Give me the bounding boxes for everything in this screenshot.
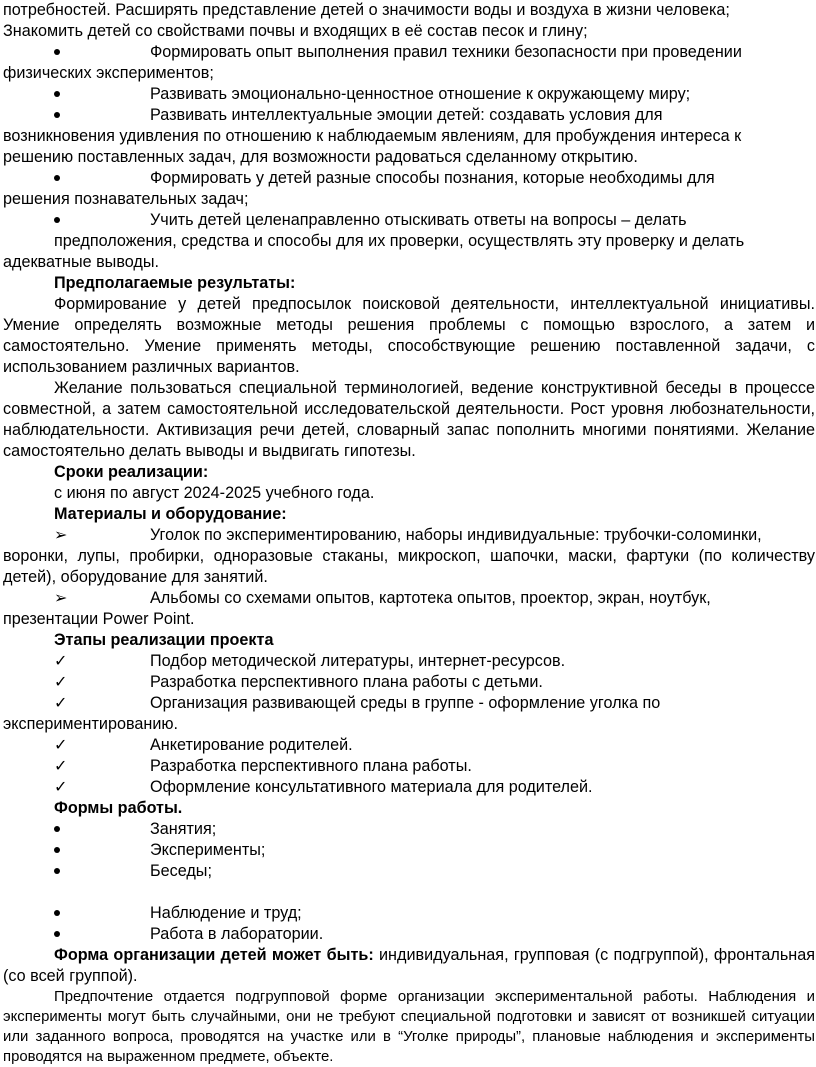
goal-cont: адекватные выводы.	[3, 253, 159, 271]
materials-cont: воронки, лупы, пробирки, одноразовые стаканы, микроскоп, шапочки, маски, фартуки (по количеству детей), оборудование для занятий.	[3, 547, 815, 586]
stage-item: ✓ Подбор методической литературы, интернет-ресурсов.	[3, 651, 815, 672]
results-paragraph: Формирование у детей предпосылок поисковой деятельности, интеллектуальной инициативы. Умение определять возможные методы решения проблемы с помощью взрослого, а затем и самостоятельно. Умение применять методы, способствующие решению поставленной задачи, с использованием различных вариантов.	[3, 295, 815, 376]
arrow-bullet-icon: ➢	[54, 589, 68, 607]
bullet-icon	[3, 924, 150, 945]
bullet-icon	[3, 210, 150, 231]
materials-heading: Материалы и оборудование:	[54, 505, 287, 523]
goal-item: Развивать интеллектуальные эмоции детей: создавать условия для	[3, 105, 815, 126]
checkmark-icon: ✓	[54, 778, 68, 796]
stage-item: ✓ Оформление консультативного материала для родителей.	[3, 777, 815, 798]
terms-heading: Сроки реализации:	[54, 463, 209, 481]
organization-text: индивидуальная, групповая (с подгруппой), фронтальная (со всей группой).	[3, 946, 815, 985]
bullet-icon	[3, 861, 150, 882]
intro-line-2: Знакомить детей со свойствами почвы и входящих в её состав песок и глину;	[3, 22, 588, 40]
form-item: Эксперименты;	[3, 840, 815, 861]
preference-paragraph: Предпочтение отдается подгрупповой форме организации экспериментальной работы. Наблюдения и эксперименты могут быть случайными, они не требуют специальной подготовки и зависят от возникшей ситуации или заданного вопроса, проводятся на участке или в “Уголке природы”, плановые наблюдения и эксперименты проводятся на выраженном предмете, объекте.	[3, 989, 815, 1065]
goal-item: Развивать эмоционально-ценностное отношение к окружающему миру;	[3, 84, 815, 105]
form-item: Наблюдение и труд;	[3, 903, 815, 924]
stage-cont: экспериментированию.	[3, 715, 179, 733]
blank-line	[3, 882, 815, 903]
bullet-icon	[3, 903, 150, 924]
results-heading: Предполагаемые результаты:	[54, 274, 296, 292]
checkmark-icon: ✓	[54, 652, 68, 670]
stage-item: ✓ Анкетирование родителей.	[3, 735, 815, 756]
forms-heading: Формы работы.	[54, 799, 183, 817]
goal-cont: физических экспериментов;	[3, 64, 214, 82]
goal-cont: решения познавательных задач;	[3, 190, 249, 208]
bullet-icon	[3, 105, 150, 126]
goal-item: Формировать у детей разные способы познания, которые необходимы для	[3, 168, 815, 189]
form-item: Работа в лаборатории.	[3, 924, 815, 945]
checkmark-icon: ✓	[54, 736, 68, 754]
bullet-icon	[3, 819, 150, 840]
stages-heading: Этапы реализации проекта	[54, 631, 274, 649]
checkmark-icon: ✓	[54, 673, 68, 691]
goal-cont: предположения, средства и способы для их проверки, осуществлять эту проверку и делать	[54, 232, 745, 250]
organization-lead: Форма организации детей может быть:	[54, 946, 374, 964]
bullet-icon	[3, 84, 150, 105]
arrow-bullet-icon: ➢	[54, 526, 68, 544]
materials-item: ➢ Уголок по экспериментированию, наборы индивидуальные: трубочки-соломинки,	[3, 525, 815, 546]
results-paragraph: Желание пользоваться специальной терминологией, ведение конструктивной беседы в процессе совместной, а затем самостоятельной исследовательской деятельности. Рост уровня любознательности, наблюдательности. Активизация речи детей, словарный запас пополнить многими понятиями. Желание самостоятельно делать выводы и выдвигать гипотезы.	[3, 379, 815, 460]
terms-text: с июня по август 2024-2025 учебного года.	[54, 484, 375, 502]
form-item: Беседы;	[3, 861, 815, 882]
materials-cont: презентации Power Point.	[3, 610, 195, 628]
bullet-icon	[3, 840, 150, 861]
goal-item: Формировать опыт выполнения правил техники безопасности при проведении	[3, 42, 815, 63]
organization-paragraph	[3, 945, 815, 987]
bullet-icon	[3, 42, 150, 63]
goal-cont: возникновения удивления по отношению к наблюдаемым явлениям, для пробуждения интереса к решению поставленных задач, для возможности радоваться сделанному открытию.	[3, 127, 742, 166]
intro-line-1: потребностей. Расширять представление детей о значимости воды и воздуха в жизни человека;	[3, 1, 730, 19]
bullet-icon	[3, 168, 150, 189]
checkmark-icon: ✓	[54, 757, 68, 775]
materials-item: ➢ Альбомы со схемами опытов, картотека опытов, проектор, экран, ноутбук,	[3, 588, 815, 609]
stage-item: ✓ Организация развивающей среды в группе - оформление уголка по	[3, 693, 815, 714]
stage-item: ✓ Разработка перспективного плана работы с детьми.	[3, 672, 815, 693]
form-item: Занятия;	[3, 819, 815, 840]
stage-item: ✓ Разработка перспективного плана работы.	[3, 756, 815, 777]
checkmark-icon: ✓	[54, 694, 68, 712]
goal-item: Учить детей целенаправленно отыскивать ответы на вопросы – делать	[3, 210, 815, 231]
